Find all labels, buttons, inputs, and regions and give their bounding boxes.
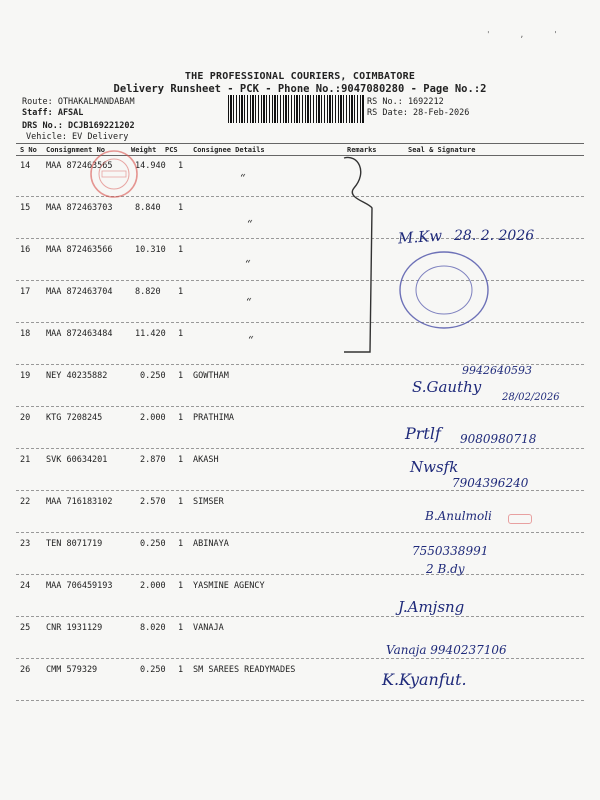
row-consignment: CNR 1931129 <box>46 623 103 633</box>
ditto-mark: “ <box>248 334 254 347</box>
row-consignee: SM SAREES READYMADES <box>193 665 296 675</box>
faint-red-stamp <box>508 514 532 524</box>
route-label: Route: OTHAKALMANDABAM <box>22 97 135 107</box>
row-pcs: 1 <box>178 455 184 465</box>
handwritten-signature: S.Gauthy <box>412 378 482 396</box>
row-sno: 14 <box>20 161 31 171</box>
row-consignment: MAA 872463704 <box>46 287 113 297</box>
row-consignment: MAA 872463484 <box>46 329 113 339</box>
row-pcs: 1 <box>178 245 184 255</box>
row-divider <box>16 490 584 491</box>
row-weight: 2.000 <box>140 581 166 591</box>
row-weight: 8.820 <box>135 287 161 297</box>
row-consignment: MAA 706459193 <box>46 581 113 591</box>
row-consignment: CMM 579329 <box>46 665 98 675</box>
corner-marks: ' , ' <box>485 30 570 39</box>
row-divider <box>16 574 584 575</box>
row-sno: 24 <box>20 581 31 591</box>
row-divider <box>16 280 584 281</box>
row-consignment: SVK 60634201 <box>46 455 108 465</box>
row-sno: 26 <box>20 665 31 675</box>
row-consignment: MAA 872463703 <box>46 203 113 213</box>
row-pcs: 1 <box>178 539 184 549</box>
row-pcs: 1 <box>178 581 184 591</box>
handwritten-phone: 7550338991 <box>412 544 489 558</box>
row-weight: 0.250 <box>140 665 166 675</box>
row-divider <box>16 616 584 617</box>
handwritten-phone: 9080980718 <box>460 432 537 446</box>
col-header-sno: S No <box>20 146 37 154</box>
row-pcs: 1 <box>178 413 184 423</box>
row-sno: 19 <box>20 371 31 381</box>
handwritten-phone: 7904396240 <box>452 476 529 490</box>
row-consignment: NEY 40235882 <box>46 371 108 381</box>
drs-label: DRS No.: DCJB169221202 <box>22 121 135 131</box>
company-title: THE PROFESSIONAL COURIERS, COIMBATORE <box>184 71 416 82</box>
row-divider <box>16 322 584 323</box>
row-sno: 15 <box>20 203 31 213</box>
row-weight: 2.000 <box>140 413 166 423</box>
row-sno: 20 <box>20 413 31 423</box>
row-pcs: 1 <box>178 665 184 675</box>
rs-number: RS No.: 1692212 <box>367 97 444 107</box>
handwritten-phone: 9942640593 <box>462 364 532 377</box>
staff-label: Staff: AFSAL <box>22 108 84 118</box>
col-header-weight: Weight <box>131 146 157 154</box>
row-weight: 2.570 <box>140 497 166 507</box>
barcode-image <box>228 95 364 123</box>
row-weight: 11.420 <box>135 329 166 339</box>
handwritten-signature: 2 B.dy <box>426 562 465 576</box>
row-weight: 0.250 <box>140 539 166 549</box>
handwritten-signature: J.Amjsng <box>398 598 465 616</box>
row-consignee: GOWTHAM <box>193 371 229 381</box>
row-pcs: 1 <box>178 203 184 213</box>
handwritten-date: 28/02/2026 <box>502 392 560 403</box>
row-consignee: AKASH <box>193 455 219 465</box>
handwritten-signature: Prtlf <box>405 424 441 443</box>
ditto-mark: “ <box>240 172 246 185</box>
row-consignee: SIMSER <box>193 497 224 507</box>
row-pcs: 1 <box>178 161 184 171</box>
row-consignment: MAA 872463565 <box>46 161 113 171</box>
row-pcs: 1 <box>178 497 184 507</box>
header-top-rule <box>16 143 584 144</box>
row-sno: 18 <box>20 329 31 339</box>
row-consignment: MAA 716183102 <box>46 497 113 507</box>
blue-institution-seal <box>396 248 492 332</box>
row-consignee: ABINAYA <box>193 539 229 549</box>
row-consignee: VANAJA <box>193 623 224 633</box>
vehicle-label: Vehicle: EV Delivery <box>26 132 129 142</box>
row-consignee: YASMINE AGENCY <box>193 581 265 591</box>
row-weight: 8.020 <box>140 623 166 633</box>
row-consignee: PRATHIMA <box>193 413 234 423</box>
row-sno: 23 <box>20 539 31 549</box>
row-weight: 0.250 <box>140 371 166 381</box>
row-sno: 21 <box>20 455 31 465</box>
row-weight: 2.870 <box>140 455 166 465</box>
row-consignment: KTG 7208245 <box>46 413 103 423</box>
row-consignment: MAA 872463566 <box>46 245 113 255</box>
row-sno: 16 <box>20 245 31 255</box>
col-header-remarks: Remarks <box>347 146 377 154</box>
runsheet-subtitle: Delivery Runsheet - PCK - Phone No.:9047080280 - Page No.:2 <box>113 83 487 95</box>
row-weight: 8.840 <box>135 203 161 213</box>
row-sno: 17 <box>20 287 31 297</box>
handwritten-initials: M.Kw <box>397 226 443 248</box>
row-pcs: 1 <box>178 623 184 633</box>
row-pcs: 1 <box>178 287 184 297</box>
handwritten-signature: Vanaja 9940237106 <box>386 643 507 657</box>
handwritten-signature: K.Kyanfut. <box>382 670 467 689</box>
row-divider <box>16 658 584 659</box>
row-divider <box>16 532 584 533</box>
row-weight: 14.940 <box>135 161 166 171</box>
rs-date: RS Date: 28-Feb-2026 <box>367 108 470 118</box>
ditto-mark: “ <box>245 258 251 271</box>
col-header-consignment: Consignment No <box>46 146 106 154</box>
handwritten-signature: B.Anulmoli <box>425 509 492 523</box>
row-sno: 22 <box>20 497 31 507</box>
row-weight: 10.310 <box>135 245 166 255</box>
handwritten-date: 28. 2. 2026 <box>454 228 535 244</box>
ditto-mark: “ <box>247 218 253 231</box>
ditto-mark: “ <box>246 296 252 309</box>
row-divider <box>16 448 584 449</box>
red-office-stamp <box>88 148 140 200</box>
col-header-seal: Seal & Signature <box>408 146 476 154</box>
col-header-pcs: PCS <box>165 146 178 154</box>
row-consignment: TEN 8071719 <box>46 539 103 549</box>
col-header-consignee: Consignee Details <box>193 146 265 154</box>
handwritten-signature: Nwsfk <box>410 458 459 476</box>
remarks-brace-mark <box>338 152 380 358</box>
row-sno: 25 <box>20 623 31 633</box>
row-divider <box>16 406 584 407</box>
row-pcs: 1 <box>178 371 184 381</box>
row-pcs: 1 <box>178 329 184 339</box>
row-divider <box>16 700 584 701</box>
